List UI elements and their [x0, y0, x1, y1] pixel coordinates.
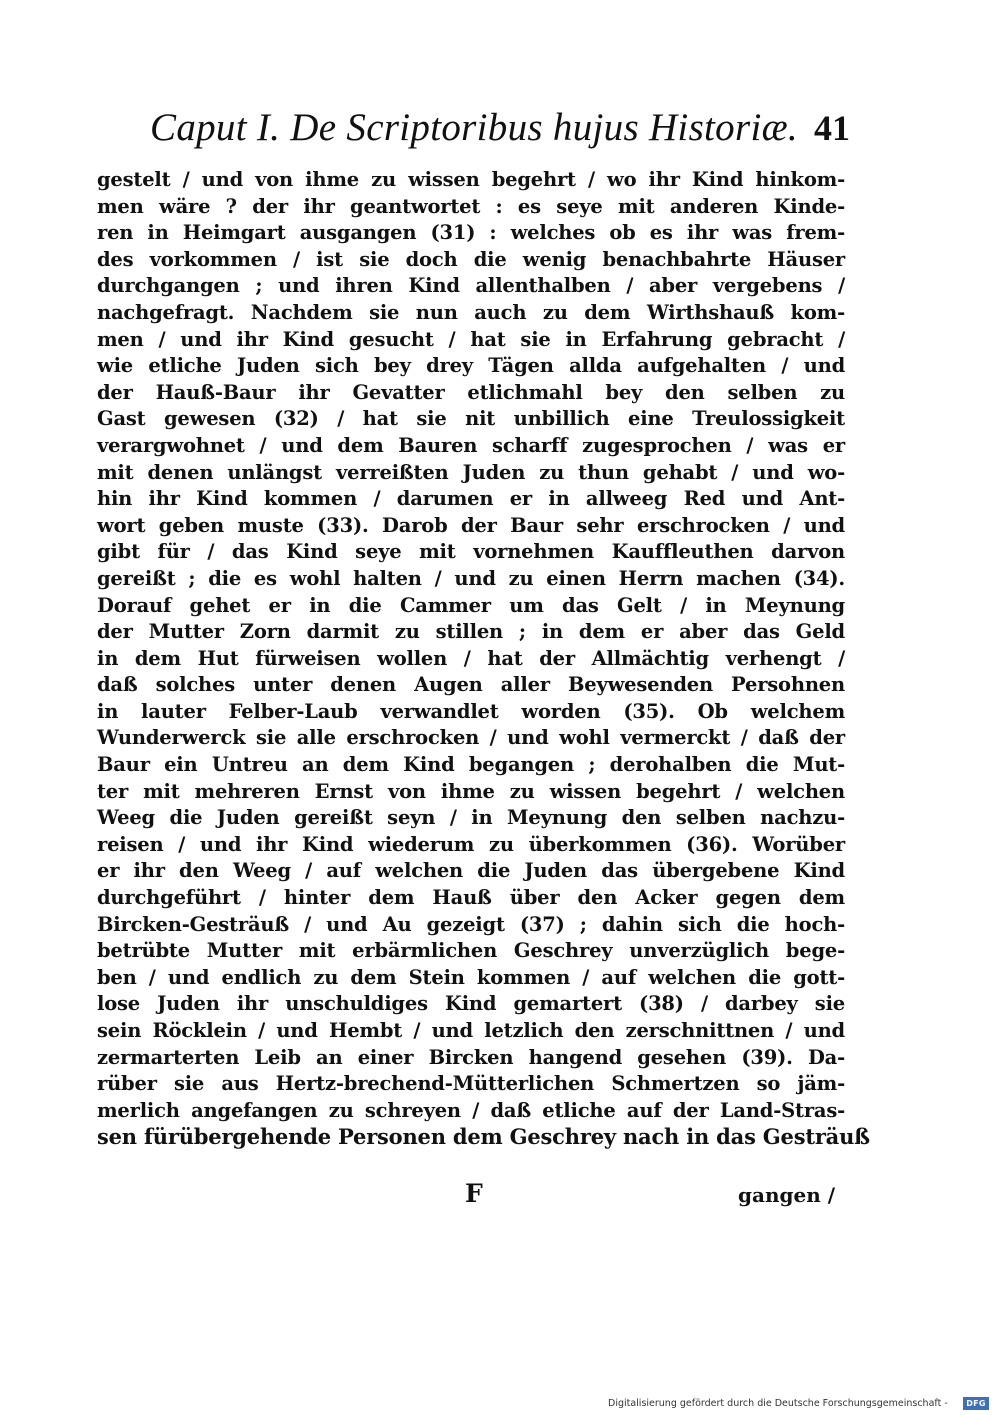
text-line: merlich angefangen zu schreyen / daß etliche auf der Land-Stras- — [97, 1098, 845, 1122]
text-line: verargwohnet / und dem Bauren scharff zugesprochen / was er — [97, 433, 845, 457]
text-line: durchgangen ; und ihren Kind allenthalben / aber vergebens / — [97, 274, 845, 298]
text-line: betrübte Mutter mit erbärmlichen Geschrey unverzüglich bege- — [97, 939, 845, 963]
text-line: durchgeführt / hinter dem Hauß über den Acker gegen dem — [97, 886, 845, 910]
text-line: er ihr den Weeg / auf welchen die Juden das übergebene Kind — [97, 859, 845, 883]
signature-mark: F — [465, 1179, 483, 1208]
text-line: mit denen unlängst verreißten Juden zu thun gehabt / und wo- — [97, 460, 845, 484]
text-line: sen fürübergehende Personen dem Geschrey nach in das Gesträuß — [97, 1124, 870, 1150]
running-title: Caput I. De Scriptoribus hujus Historiæ. — [150, 106, 798, 149]
text-line: wort geben muste (33). Darob der Baur sehr erschrocken / und — [97, 513, 845, 537]
text-line: gereißt ; die es wohl halten / und zu einen Herrn machen (34). — [97, 566, 845, 590]
text-line: ren in Heimgart ausgangen (31) : welches ob es ihr was frem- — [97, 221, 845, 245]
text-line: daß solches unter denen Augen aller Beywesenden Persohnen — [97, 673, 845, 697]
text-line: reisen / und ihr Kind wiederum zu überkommen (36). Worüber — [97, 832, 845, 856]
body-text — [97, 167, 870, 1151]
text-line: gibt für / das Kind seye mit vornehmen Kauffleuthen darvon — [97, 540, 845, 564]
text-line: ben / und endlich zu dem Stein kommen / auf welchen die gott- — [97, 965, 845, 989]
page-number: 41 — [814, 108, 850, 148]
text-line: Wunderwerck sie alle erschrocken / und wohl vermerckt / daß der — [97, 726, 845, 750]
digitization-credit: Digitalisierung gefördert durch die Deutsche Forschungsgemeinschaft - — [608, 1398, 948, 1409]
text-line: lose Juden ihr unschuldiges Kind gemartert (38) / darbey sie — [97, 992, 845, 1016]
text-line: ter mit mehreren Ernst von ihme zu wissen begehrt / welchen — [97, 779, 845, 803]
text-line: zermarterten Leib an einer Bircken hangend gesehen (39). Da- — [97, 1045, 845, 1069]
text-line: nachgefragt. Nachdem sie nun auch zu dem Wirthshauß kom- — [97, 300, 845, 324]
text-line: Weeg die Juden gereißt seyn / in Meynung den selben nachzu- — [97, 806, 845, 830]
text-line: in lauter Felber-Laub verwandlet worden (35). Ob welchem — [97, 699, 845, 723]
text-line: men wäre ? der ihr geantwortet : es seye mit anderen Kinde- — [97, 194, 845, 218]
text-line: gestelt / und von ihme zu wissen begehrt / wo ihr Kind hinkom- — [97, 168, 845, 191]
text-line: wie etliche Juden sich bey drey Tägen allda aufgehalten / und — [97, 354, 845, 378]
text-line: der Hauß-Baur ihr Gevatter etlichmahl bey den selben zu — [97, 380, 845, 404]
text-line: Baur ein Untreu an dem Kind begangen ; derohalben die Mut- — [97, 753, 845, 777]
text-line: in dem Hut fürweisen wollen / hat der Allmächtig verhengt / — [97, 646, 845, 670]
text-line: sein Röcklein / und Hembt / und letzlich den zerschnittnen / und — [97, 1019, 845, 1042]
text-line: Dorauf gehet er in die Cammer um das Gelt / in Meynung — [97, 593, 845, 617]
text-line: des vorkommen / ist sie doch die wenig benachbahrte Häuser — [97, 247, 845, 271]
text-line: Bircken-Gesträuß / und Au gezeigt (37) ; dahin sich die hoch- — [97, 912, 845, 936]
text-line: men / und ihr Kind gesucht / hat sie in Erfahrung gebracht / — [97, 327, 845, 351]
dfg-logo-icon: DFG — [963, 1397, 989, 1410]
text-line: Gast gewesen (32) / hat sie nit unbillich eine Treulossigkeit — [97, 407, 845, 431]
text-line: der Mutter Zorn darmit zu stillen ; in dem er aber das Geld — [97, 620, 845, 644]
catchword: gangen / — [738, 1183, 836, 1207]
text-line: hin ihr Kind kommen / darumen er in allweeg Red und Ant- — [97, 487, 845, 511]
text-line: rüber sie aus Hertz-brechend-Mütterlichen Schmertzen so jäm- — [97, 1072, 845, 1096]
page-header — [150, 100, 850, 156]
